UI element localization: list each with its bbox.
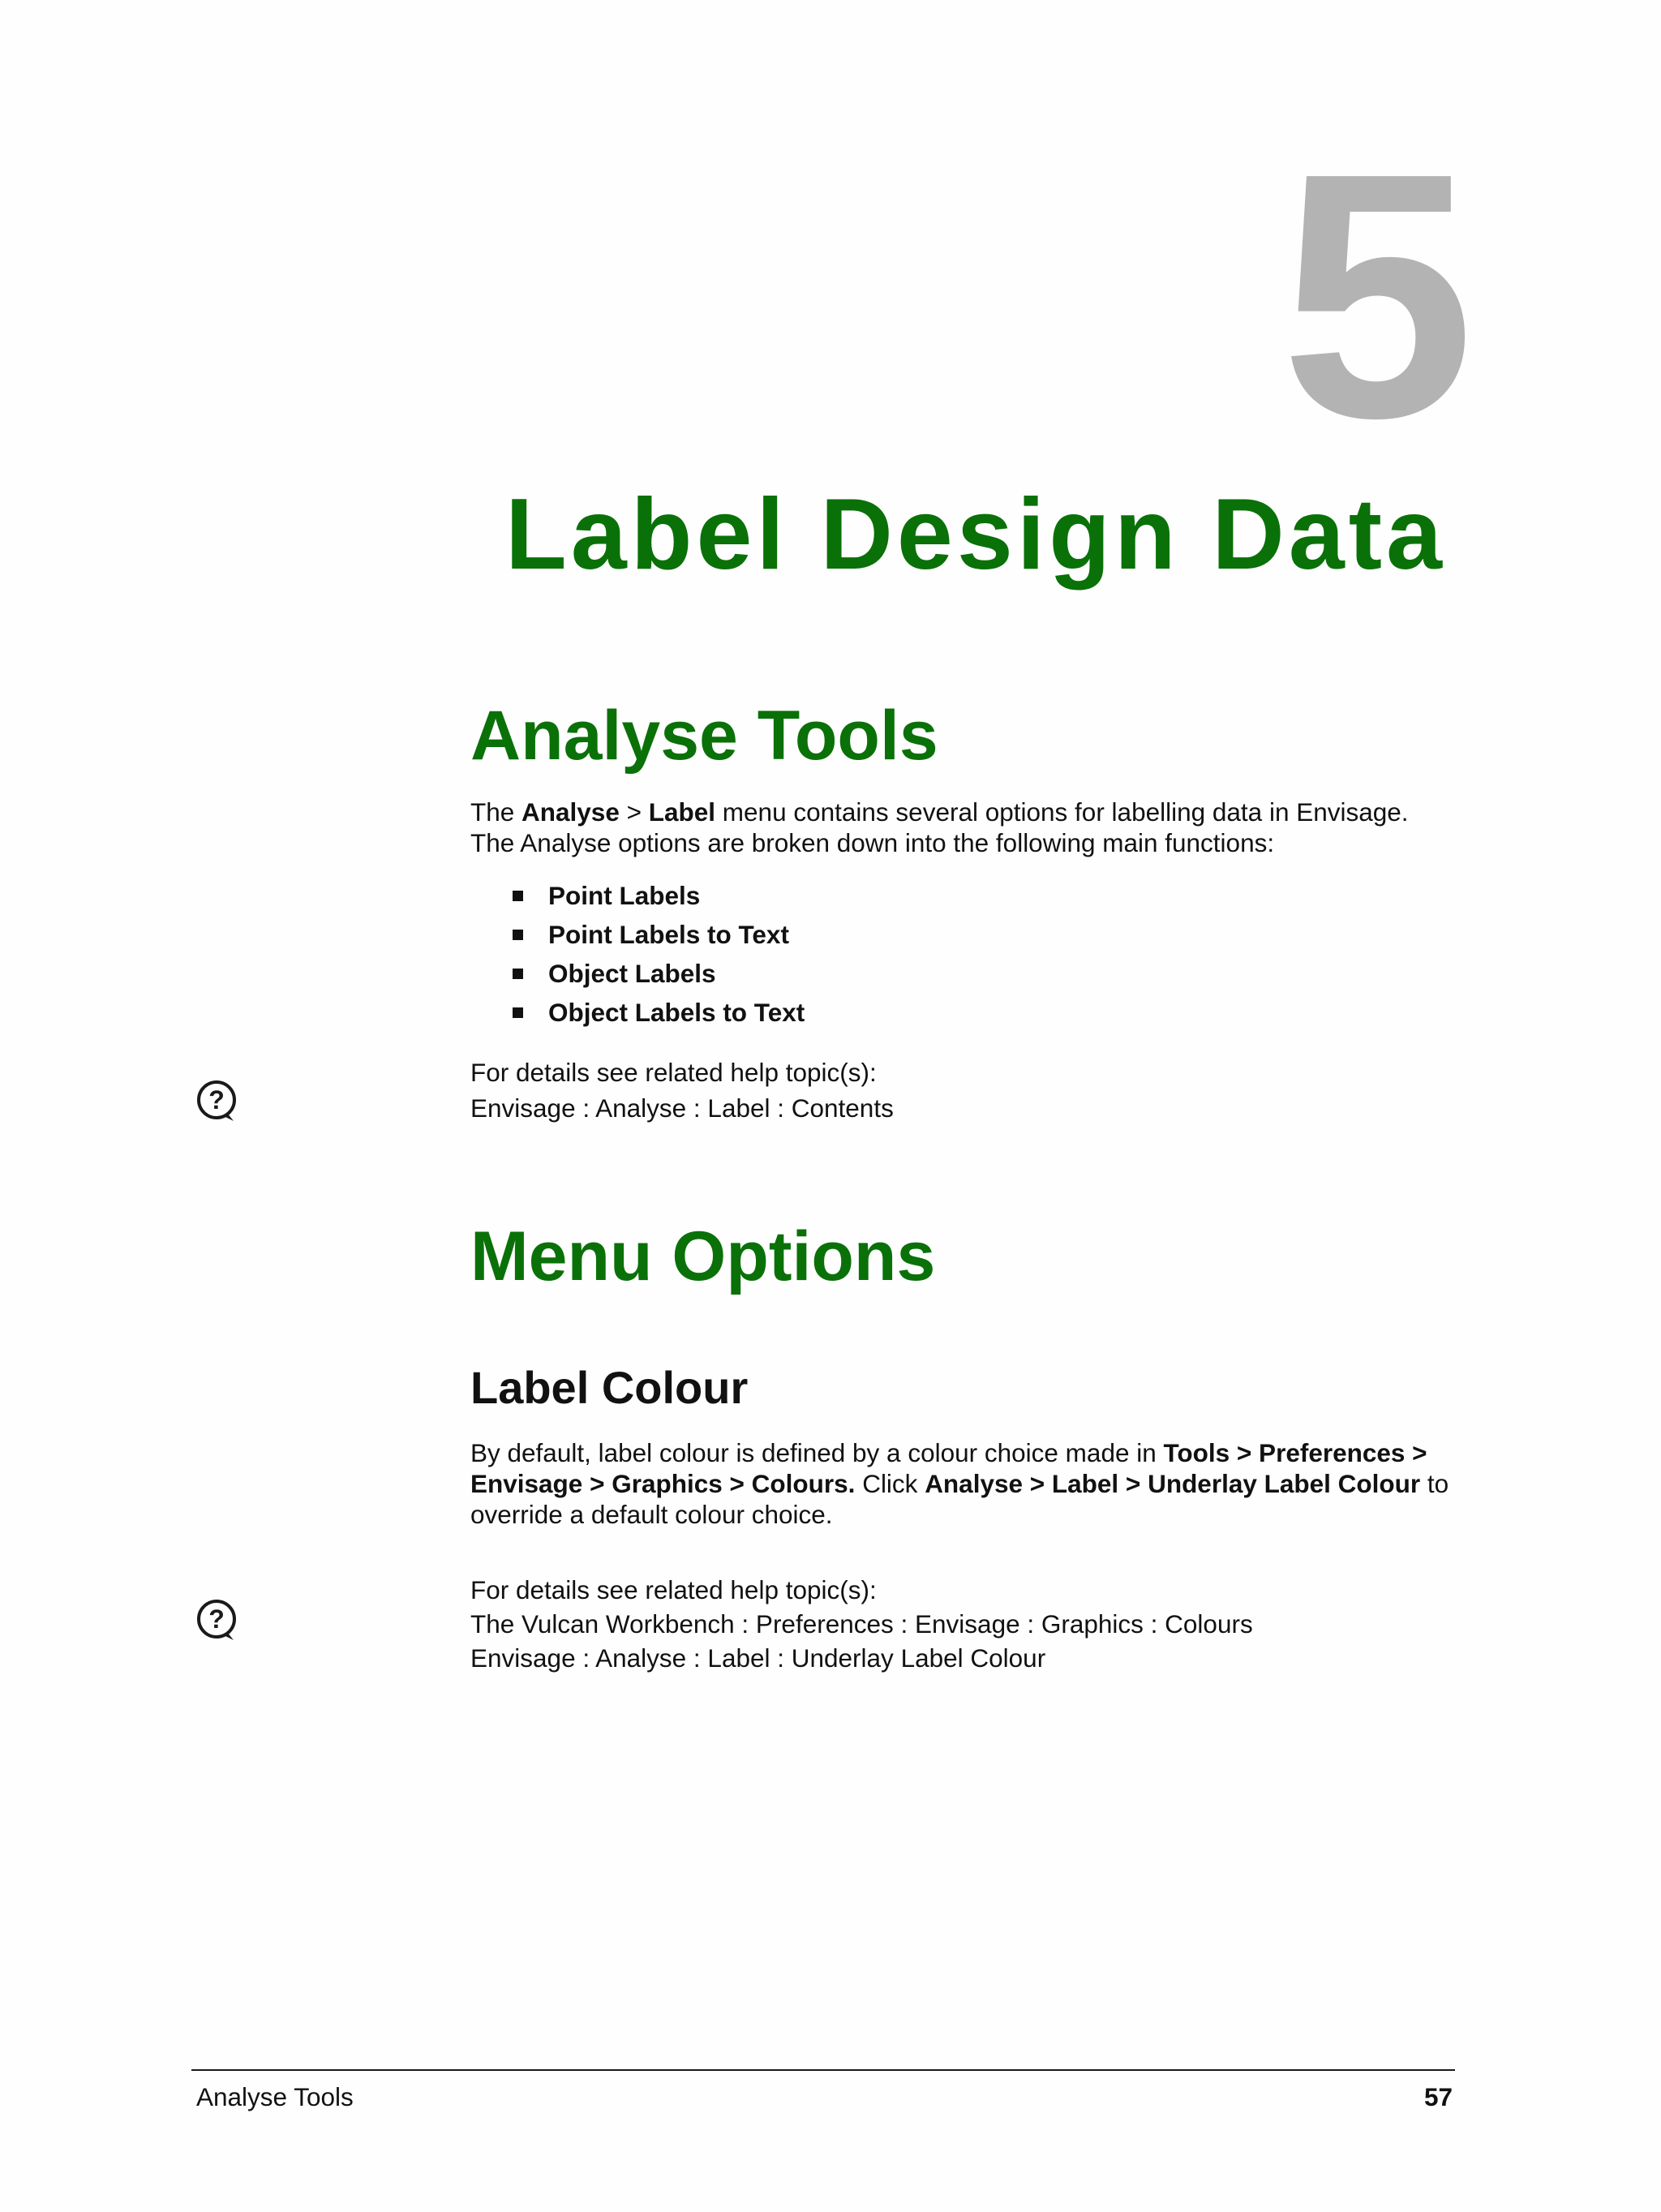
svg-text:?: ? <box>208 1085 225 1115</box>
help-intro-text: For details see related help topic(s): <box>470 1058 877 1087</box>
intro-text: > <box>619 797 649 827</box>
footer-section-title: Analyse Tools <box>196 2082 354 2111</box>
help-topic-link[interactable]: The Vulcan Workbench : Preferences : Envisage : Graphics : Colours <box>470 1609 1253 1639</box>
list-item-label: Object Labels to Text <box>548 998 805 1027</box>
intro-text: menu contains several options for labelling data in Envisage. The Analyse options are broken down into the following main functions: <box>470 797 1409 857</box>
help-topic-link[interactable]: Envisage : Analyse : Label : Contents <box>470 1093 894 1123</box>
help-intro-text: For details see related help topic(s): <box>470 1575 877 1604</box>
body-bold-menu-path: Tools > Preferences > Envisage > Graphics > Colours. <box>470 1438 1427 1498</box>
list-item <box>470 993 805 1032</box>
section-heading-analyse-tools: Analyse Tools <box>470 697 938 775</box>
bullet-square-icon <box>513 1007 523 1018</box>
chapter-number: 5 <box>1280 101 1474 491</box>
help-reference-1 <box>470 1054 1456 1126</box>
svg-text:?: ? <box>208 1604 225 1634</box>
function-list <box>470 876 805 1032</box>
body-bold-menu-path: Analyse > Label > Underlay Label Colour <box>925 1469 1421 1498</box>
body-text: Click <box>855 1469 925 1498</box>
list-item <box>470 954 805 993</box>
intro-bold-analyse: Analyse <box>521 797 620 827</box>
list-item-label: Object Labels <box>548 959 716 988</box>
list-item-label: Point Labels <box>548 881 701 910</box>
subheading-label-colour: Label Colour <box>470 1362 749 1413</box>
bullet-square-icon <box>513 969 523 979</box>
help-question-icon <box>195 1079 240 1124</box>
body-text: to override a default colour choice. <box>470 1469 1449 1529</box>
body-text: By default, label colour is defined by a colour choice made in <box>470 1438 1164 1467</box>
label-colour-body <box>470 1437 1456 1530</box>
list-item-label: Point Labels to Text <box>548 920 789 949</box>
intro-bold-label: Label <box>648 797 716 827</box>
list-item <box>470 915 805 954</box>
chapter-title: Label Design Data <box>505 479 1446 591</box>
section-heading-menu-options: Menu Options <box>470 1218 936 1295</box>
intro-text: The <box>470 797 522 827</box>
bullet-square-icon <box>513 930 523 940</box>
footer-divider <box>191 2069 1455 2071</box>
help-topic-link[interactable]: Envisage : Analyse : Label : Underlay Label Colour <box>470 1643 1046 1673</box>
page-number: 57 <box>1423 2082 1453 2111</box>
analyse-tools-intro <box>470 797 1456 858</box>
help-reference-2 <box>470 1573 1456 1675</box>
bullet-square-icon <box>513 891 523 901</box>
help-question-icon <box>195 1598 240 1643</box>
list-item <box>470 876 805 915</box>
